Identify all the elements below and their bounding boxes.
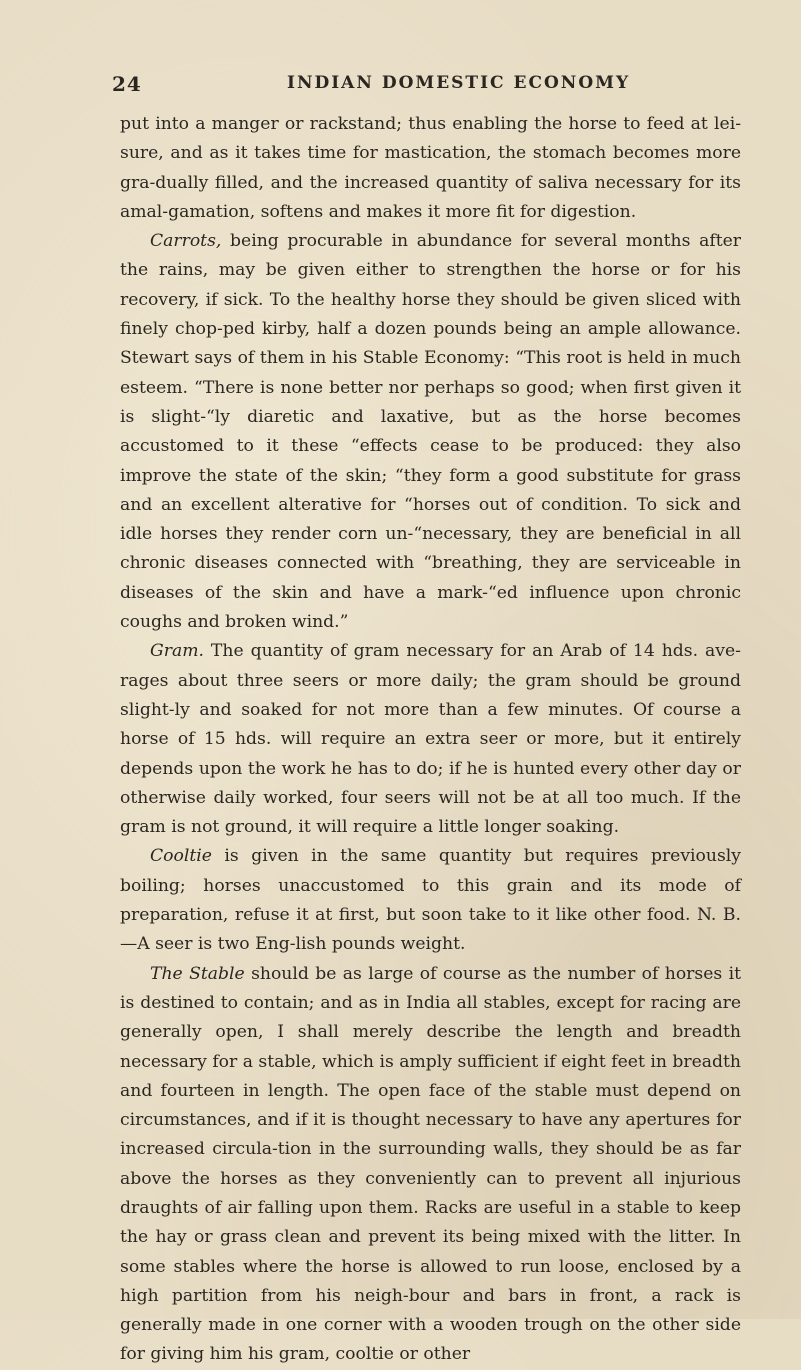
paragraph-text: The quantity of gram necessary for an Arab of 14 hds. ave-rages about three seers or more daily; the gram should be ground slight-ly and soaked for not more than a few minutes. Of course a horse of 15 hds. will require an extra seer or more, but it entirely depends upon the work he has to do; if he is hunted every other day or otherwise daily worked, four seers will not be at all too much. If the gram is not ground, it will require a little longer soaking. — [120, 641, 741, 838]
paragraph-text: should be as large of course as the number of horses it is destined to contain; and as in India all stables, except for racing are generally open, I shall merely describe the length and breadth necessary for a stable, which is amply sufficient if eight feet in breadth and fourteen in length. The open face of the stable must depend on circumstances, and if it is thought necessary to have any apertures for increased circula-tion in the surrounding walls, they should be as far above the horses as they conveniently can to prevent all injurious draughts of air falling upon them. Racks are useful in a stable to keep the hay or grass clean and prevent its being mixed with the litter. In some stables where the horse is allowed to run loose, enclosed by a high partition from his neigh-bour and bars in front, a rack is generally made in one corner with a wooden trough on the other side for giving him his gram, cooltie or other — [120, 963, 741, 1365]
paragraph-lead: Gram. — [150, 641, 204, 662]
paragraph-lead: Cooltie — [150, 846, 212, 867]
page-number: 24 — [112, 72, 142, 96]
paragraph-text: put into a manger or rackstand; thus enabling the horse to feed at lei-sure, and as it takes time for mastication, the stomach becomes more gra-dually filled, and the increased quantity of saliva necessary for its amal-gamation, softens and makes it more fit for digestion. — [120, 114, 741, 222]
paragraph-text: being procurable in abundance for several months after the rains, may be given either to strengthen the horse or for his recovery, if sick. To the healthy horse they should be given sliced with finely chop-ped kirby, half a dozen pounds being an ample allowance. Stewart says of them in his Stable Economy: “This root is held in much esteem. “There is none better nor perhaps so good; when first given it is slight-“ly diaretic and laxative, but as the horse becomes accustomed to it these “effects cease to be produced: they also improve the state of the skin; “they form a good substitute for grass and an excellent alterative for “horses out of condition. To sick and idle horses they render corn un-“necessary, they are beneficial in all chronic diseases connected with “breathing, they are serviceable in diseases of the skin and have a mark-“ed influence upon chronic coughs and broken wind.” — [120, 231, 741, 633]
paragraph-lead: Carrots, — [150, 231, 222, 252]
paragraph-cooltie — [120, 842, 741, 959]
page-header — [112, 72, 741, 98]
paragraph-carrots — [120, 227, 741, 637]
running-head: INDIAN DOMESTIC ECONOMY — [287, 73, 631, 93]
paragraph-text: is given in the same quantity but requires previously boiling; horses unaccustomed to this grain and its mode of preparation, refuse it at first, but soon take to it like other food. N. B.—A seer is two Eng-lish pounds weight. — [120, 846, 741, 955]
paragraph-gram — [120, 637, 741, 842]
paragraph-continuation — [120, 110, 741, 227]
paragraph-lead: The Stable — [150, 963, 245, 984]
paragraph-stable — [120, 960, 741, 1370]
body-text — [120, 110, 741, 1370]
